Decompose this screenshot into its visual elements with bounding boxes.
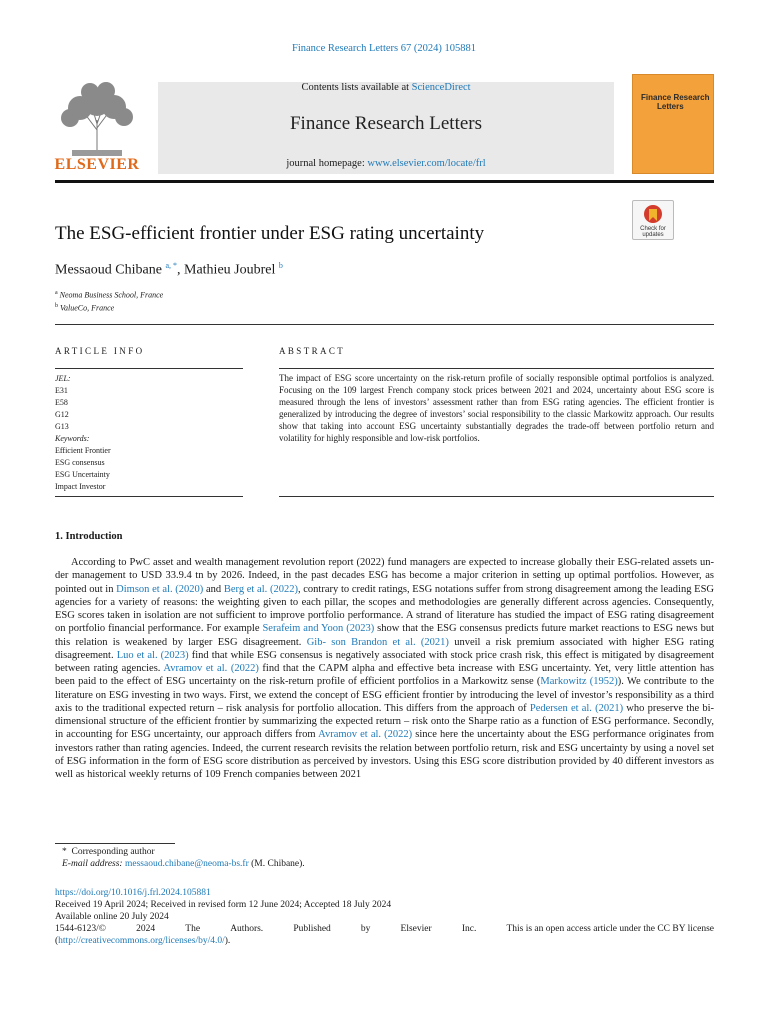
jel-code: G13 xyxy=(55,422,69,431)
author-separator: , xyxy=(177,262,184,278)
check-for-updates-button[interactable] xyxy=(632,200,674,240)
author-name: Mathieu Joubrel xyxy=(184,262,276,278)
footnote-mark: * xyxy=(62,847,67,857)
introduction-paragraph: According to PwC asset and wealth management revolution report (2022) fund managers are expected to increase globally their ESG-related assets un- der management to USD 33.9.4 tn by 2026. Indeed, in the past decades ESG has become a major criterion in setting up optimal portfolios. However, as pointed out in Dimson et al. (2020) and Berg et al. (2022), contrary to credit ratings, ESG notations suffer from strong disagreement among the leading ESG agencies for a variety of reasons: the weighting given to each pillar, the scopes and methodologies are generally different across agencies. Consequently, ESG scores taken in isolation are not sufficient to improve portfolio performance. A strand of literature has studied the impact of ESG rating disagreement on portfolio financial performance. For example Serafeim and Yoon (2023) show that the ESG consensus predicts future market reactions to ESG news but this relation is weakened by larger ESG disagreement. Gib- son Brandon et al. (2021) unveil a risk premium associated with higher ESG rating disagreement. Luo et al. (2023) find that while ESG consensus is negatively associated with stock price crash risk, this effect is mitigated by disagreement between rating agencies. Avramov et al. (2022) find that the CAPM alpha and effective beta increase with ESG uncertainty. Yet, very little attention has been paid to the effect of ESG uncertainty on the risk-return profile of efficient portfolios in a Markowitz sense (Markowitz (1952)). We contribute to the literature on ESG investing in two ways. First, we extend the concept of ESG efficient frontier by introducing the level of investor’s responsibility as a third axis to the traditional expected return – risk analysis for portfolio allocation. This differs from the approach of Pedersen et al. (2021) who preserve the bi-dimensional structure of the efficient frontier by summarizing the expected return – risk onto the Sharpe ratio as a function of ESG performance. Secondly, in accounting for ESG uncertainty, our approach differs from Avramov et al. (2022) since here the uncertainty about the ESG performance originates from investors rather than rating agencies. Indeed, the current research revisits the relation between portfolio return, risk and ESG uncertainty by using a novel set of ESG information in the form of ESG score distribution as perceived by investors. Using this ESG score distribution provided by 40 different investors as well as historical weekly returns of 109 French companies between 2021 xyxy=(55,557,715,780)
jel-code: E58 xyxy=(55,398,68,407)
keyword: ESG Uncertainty xyxy=(55,470,110,479)
section-heading-introduction: 1. Introduction xyxy=(55,531,123,542)
cover-title-line2: Letters xyxy=(657,102,684,111)
keyword: Efficient Frontier xyxy=(55,446,111,455)
keyword: ESG consensus xyxy=(55,458,105,467)
abstract-text: The impact of ESG score uncertainty on the risk-return profile of socially responsible optimal portfolios is analyzed. Focusing on the 109 largest French company stock prices between 2021 and 2024, uncertainty about ESG score is measured through the lens of investors’ assessment rather than from ESG rating agencies. The efficient frontier is generalized by introducing the degree of investors’ social responsibility to the classic Markowitz approach. Our results show that taking into account ESG uncertainty substantially degrades the trade-off between portfolio return and volatility for highly responsible and low-risk portfolios. xyxy=(279,373,714,443)
citation-link[interactable]: Avramov et al. (2022) xyxy=(163,663,259,674)
citation-link[interactable]: Gib- son Brandon et al. (2021) xyxy=(306,636,449,648)
citation-link[interactable]: Avramov et al. (2022) xyxy=(318,729,413,741)
affiliation-a: $^a$ Neoma Business School, France xyxy=(55,290,164,300)
elsevier-wordmark: ELSEVIER xyxy=(54,156,140,173)
journal-reference[interactable]: Finance Research Letters 67 (2024) 105881 xyxy=(292,43,476,54)
citation-link[interactable]: Dimson et al. (2020) xyxy=(116,583,204,595)
citation-link[interactable]: Markowitz (1952) xyxy=(540,676,618,688)
header-divider xyxy=(55,180,714,183)
abstract-bottom-divider xyxy=(279,496,714,497)
contents-prefix: Contents lists available at xyxy=(301,82,412,93)
contents-available-line xyxy=(158,82,614,93)
cover-title-line1: Finance Research xyxy=(641,93,710,102)
affiliations xyxy=(55,288,163,313)
citation-link[interactable]: Serafeim and Yoon (2023) xyxy=(262,623,375,635)
footnote-divider xyxy=(55,843,175,844)
jel-code: G12 xyxy=(55,410,69,419)
author-affiliation-marks[interactable]: b xyxy=(278,261,283,270)
journal-homepage-line xyxy=(158,158,614,169)
keyword: Impact Investor xyxy=(55,482,106,491)
jel-label: JEL: xyxy=(55,374,71,383)
citation-link[interactable]: Pedersen et al. (2021) xyxy=(529,702,624,714)
cover-title xyxy=(641,93,709,111)
article-info-bottom-divider xyxy=(55,496,243,497)
sciencedirect-link[interactable]: ScienceDirect xyxy=(411,82,471,93)
keywords-label: Keywords: xyxy=(55,434,90,443)
license-url-line: (http://creativecommons.org/licenses/by/4.0/). xyxy=(55,936,231,946)
journal-cover-thumbnail[interactable] xyxy=(632,74,714,174)
license-link[interactable]: http://creativecommons.org/licenses/by/4.0/ xyxy=(58,936,225,946)
license-line: 1544-6123/© 2024 The Authors. Published by Elsevier Inc. This is an open access article under the CC BY license xyxy=(55,924,714,934)
email-author-name: (M. Chibane). xyxy=(251,859,305,869)
paper-title: The ESG-efficient frontier under ESG rating uncertainty xyxy=(55,223,485,244)
received-dates: Received 19 April 2024; Received in revised form 12 June 2024; Accepted 18 July 2024 xyxy=(55,900,392,910)
author-affiliation-marks[interactable]: a, * xyxy=(165,261,177,270)
abstract-divider xyxy=(279,368,714,369)
bookmark-icon xyxy=(643,204,663,226)
affiliation-b: $^b$ ValueCo, France xyxy=(55,302,115,313)
jel-code: E31 xyxy=(55,386,68,395)
homepage-link[interactable]: www.elsevier.com/locate/frl xyxy=(367,158,486,169)
article-info-divider xyxy=(55,368,243,369)
article-info-heading: ARTICLE INFO xyxy=(55,346,145,356)
available-online: Available online 20 July 2024 xyxy=(55,912,169,922)
journal-name: Finance Research Letters xyxy=(289,113,483,134)
email-label: E-mail address: xyxy=(62,859,123,869)
publication-info xyxy=(55,887,714,947)
author-email-link[interactable]: messaoud.chibane@neoma-bs.fr xyxy=(124,859,249,869)
homepage-prefix: journal homepage: xyxy=(286,158,368,169)
doi-link[interactable]: https://doi.org/10.1016/j.frl.2024.105881 xyxy=(55,888,211,898)
author-list xyxy=(55,261,283,279)
author-name: Messaoud Chibane xyxy=(55,262,162,278)
article-info-list xyxy=(55,373,111,493)
citation-link[interactable]: Berg et al. (2022) xyxy=(223,583,298,595)
corresponding-author-footnote xyxy=(62,846,305,870)
title-divider xyxy=(55,324,714,325)
corresponding-label: Corresponding author xyxy=(71,847,155,857)
citation-link[interactable]: Luo et al. (2023) xyxy=(116,649,189,661)
abstract-heading: ABSTRACT xyxy=(279,346,346,356)
check-updates-label: Check for updates xyxy=(640,226,666,238)
